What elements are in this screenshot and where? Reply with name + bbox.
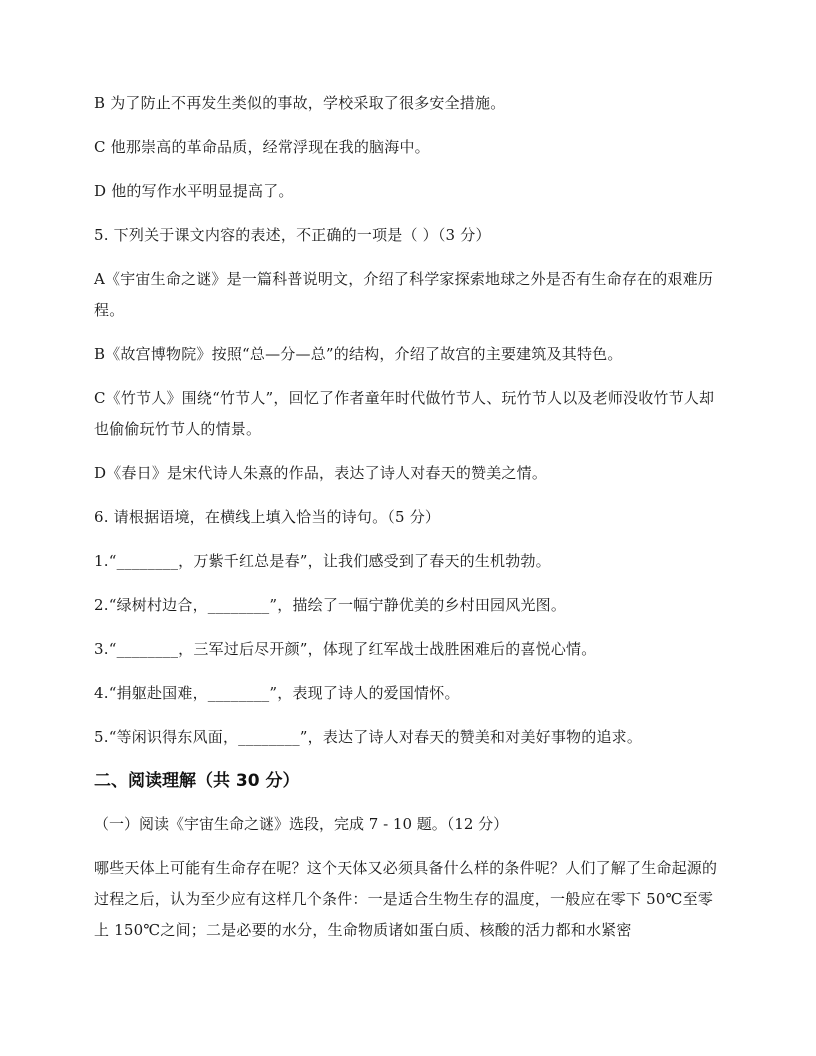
question-6-item-4: 4.“捐躯赴国难，________”，表现了诗人的爱国情怀。 <box>94 684 460 702</box>
question-5-option-c: C《竹节人》围绕“竹节人”，回忆了作者童年时代做竹节人、玩竹节人以及老师没收竹节人却也偷偷玩竹节人的情景。 <box>94 389 715 438</box>
option-c-text: C 他那崇高的革命品质，经常浮现在我的脑海中。 <box>94 138 430 156</box>
question-5-option-b: B《故宫博物院》按照“总—分—总”的结构，介绍了故宫的主要建筑及其特色。 <box>94 345 623 363</box>
reading-passage: 哪些天体上可能有生命存在呢？这个天体又必须具备什么样的条件呢？人们了解了生命起源的过程之后，认为至少应有这样几个条件：一是适合生物生存的温度，一般应在零下 50℃至零上 150℃之间；二是必要的水分，生命物质诸如蛋白质、核酸的活力都和水紧密 <box>94 859 718 939</box>
question-5-option-a: A《宇宙生命之谜》是一篇科普说明文，介绍了科学家探索地球之外是否有生命存在的艰难历程。 <box>94 270 714 319</box>
question-5-option-d: D《春日》是宋代诗人朱熹的作品，表达了诗人对春天的赞美之情。 <box>94 464 548 482</box>
document-page <box>94 88 726 946</box>
question-6-item-1: 1.“________，万紫千红总是春”，让我们感受到了春天的生机勃勃。 <box>94 552 551 570</box>
question-6-item-3: 3.“________，三军过后尽开颜”，体现了红军战士战胜困难后的喜悦心情。 <box>94 640 597 658</box>
section-2-subheading: （一）阅读《宇宙生命之谜》选段，完成 7 - 10 题。（12 分） <box>94 815 509 833</box>
option-d-text: D 他的写作水平明显提高了。 <box>94 182 294 200</box>
question-6-item-2: 2.“绿树村边合，________”，描绘了一幅宁静优美的乡村田园风光图。 <box>94 596 567 614</box>
question-6-stem: 6. 请根据语境，在横线上填入恰当的诗句。（5 分） <box>94 508 441 526</box>
option-b-text: B 为了防止不再发生类似的事故，学校采取了很多安全措施。 <box>94 94 506 112</box>
section-2-heading: 二、阅读理解（共 30 分） <box>94 771 300 791</box>
question-5-stem: 5. 下列关于课文内容的表述，不正确的一项是（ ）（3 分） <box>94 226 491 244</box>
question-6-item-5: 5.“等闲识得东风面，________”，表达了诗人对春天的赞美和对美好事物的追求。 <box>94 728 643 746</box>
